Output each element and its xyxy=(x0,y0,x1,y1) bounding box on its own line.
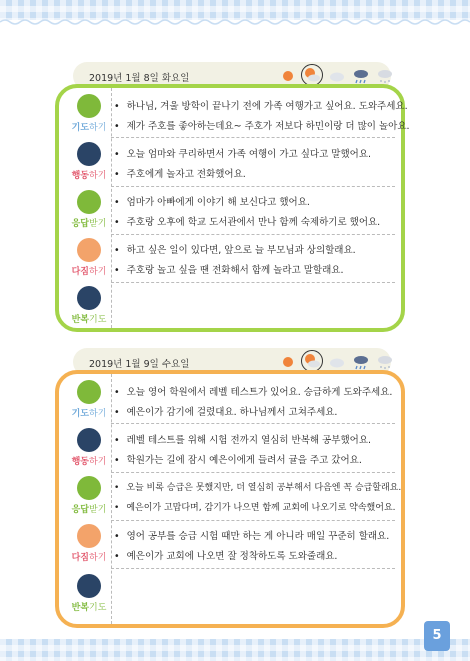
row-separator xyxy=(111,137,395,138)
diary-line: • 엄마가 아빠에게 이야기 해 보신다고 했어요. xyxy=(114,194,310,208)
diary-entry-2 xyxy=(55,348,409,628)
diary-line: • 오늘 영어 학원에서 레벨 테스트가 있어요. 승급하게 도와주세요. xyxy=(114,384,392,398)
diary-line: • 레벨 테스트를 위해 시험 전까지 열심히 반복해 공부했어요. xyxy=(114,432,371,446)
top-wave-border xyxy=(0,18,470,26)
snow-icon xyxy=(375,66,395,86)
section-resolve: 다짐하기 • 하고 싶은 일이 있다면, 앞으로 늘 부모님과 상의할래요. • 주호랑 놀고 싶을 땐 전화해서 함께 놀라고 말할래요. xyxy=(59,238,401,282)
row-separator xyxy=(111,472,395,473)
megaphone-icon xyxy=(77,476,101,500)
diary-line: • 제가 주호를 좋아하는데요~ 주호가 저보다 하민이랑 더 많이 놀아요. xyxy=(114,118,410,132)
diary-line: • 학원가는 길에 잠시 예은이에게 들려서 귤을 주고 갔어요. xyxy=(114,452,362,466)
thumb-icon xyxy=(77,238,101,262)
action-icon xyxy=(77,428,101,452)
diary-line: • 하나님, 겨울 방학이 끝나기 전에 가족 여행가고 싶어요. 도와주세요. xyxy=(114,98,408,112)
row-separator xyxy=(111,186,395,187)
snow-icon xyxy=(375,352,395,372)
bottom-decoration-band xyxy=(0,639,470,661)
sunny-icon xyxy=(278,66,298,86)
diary-date: 2019년 1월 8일 화요일 xyxy=(89,73,190,84)
section-prayer: 기도하기 • 오늘 영어 학원에서 레벨 테스트가 있어요. 승급하게 도와주세요. • 예은이가 감기에 걸렸대요. 하나님께서 고쳐주세요. xyxy=(59,380,401,424)
partly-cloudy-icon[interactable] xyxy=(301,350,323,372)
section-answer: 응답받기 • 오늘 비록 승급은 못했지만, 더 열심히 공부해서 다음엔 꼭 승급할래요. • 예은이가 고맙다며, 감기가 나으면 함께 교회에 나오기로 약속했어요. xyxy=(59,476,401,520)
row-separator xyxy=(111,568,395,569)
diary-entry-1 xyxy=(55,62,409,332)
section-resolve: 다짐하기 • 영어 공부를 승급 시험 때만 하는 게 아니라 매일 꾸준히 할래요. • 예은이가 교회에 나오면 잘 정착하도록 도와줄래요. xyxy=(59,524,401,568)
diary-line: • 하고 싶은 일이 있다면, 앞으로 늘 부모님과 상의할래요. xyxy=(114,242,356,256)
diary-line: • 주호랑 놀고 싶을 땐 전화해서 함께 놀라고 말할래요. xyxy=(114,262,344,276)
diary-card xyxy=(55,370,405,628)
diary-line: • 영어 공부를 승급 시험 때만 하는 게 아니라 매일 꾸준히 할래요. xyxy=(114,528,389,542)
section-answer: 응답받기 • 엄마가 아빠에게 이야기 해 보신다고 했어요. • 주호랑 오후에 학교 도서관에서 만나 함께 숙제하기로 했어요. xyxy=(59,190,401,234)
partly-cloudy-icon[interactable] xyxy=(301,64,323,86)
section-action: 행동하기 • 오늘 엄마와 쿠리하면서 가족 여행이 가고 싶다고 말했어요. • 주호에게 놀자고 전화했어요. xyxy=(59,142,401,186)
flower-icon xyxy=(77,574,101,598)
diary-line: • 오늘 엄마와 쿠리하면서 가족 여행이 가고 싶다고 말했어요. xyxy=(114,146,371,160)
diary-line: • 예은이가 교회에 나오면 잘 정착하도록 도와줄래요. xyxy=(114,548,337,562)
diary-line: • 예은이가 감기에 걸렸대요. 하나님께서 고쳐주세요. xyxy=(114,404,337,418)
row-separator xyxy=(111,520,395,521)
diary-card xyxy=(55,84,410,332)
thumb-icon xyxy=(77,524,101,548)
megaphone-icon xyxy=(77,190,101,214)
section-action: 행동하기 • 레벨 테스트를 위해 시험 전까지 열심히 반복해 공부했어요. • 학원가는 길에 잠시 예은이에게 들려서 귤을 주고 갔어요. xyxy=(59,428,401,472)
rain-icon xyxy=(351,66,371,86)
cloudy-icon xyxy=(327,66,347,86)
page-number: 5 xyxy=(424,621,450,651)
diary-line: • 오늘 비록 승급은 못했지만, 더 열심히 공부해서 다음엔 꼭 승급할래요. xyxy=(114,480,401,493)
section-repeat: 반복기도 xyxy=(59,286,401,326)
diary-line: • 예은이가 고맙다며, 감기가 나으면 함께 교회에 나오기로 약속했어요. xyxy=(114,500,396,513)
row-separator xyxy=(111,234,395,235)
prayer-hands-icon xyxy=(77,380,101,404)
diary-line: • 주호랑 오후에 학교 도서관에서 만나 함께 숙제하기로 했어요. xyxy=(114,214,380,228)
action-icon xyxy=(77,142,101,166)
flower-icon xyxy=(77,286,101,310)
cloudy-icon xyxy=(327,352,347,372)
sunny-icon xyxy=(278,352,298,372)
row-separator xyxy=(111,282,395,283)
section-prayer: 기도하기 • 하나님, 겨울 방학이 끝나기 전에 가족 여행가고 싶어요. 도와주세요. • 제가 주호를 좋아하는데요~ 주호가 저보다 하민이랑 더 많이 놀아요. xyxy=(59,94,401,138)
row-separator xyxy=(111,423,395,424)
diary-line: • 주호에게 놀자고 전화했어요. xyxy=(114,166,246,180)
prayer-hands-icon xyxy=(77,94,101,118)
rain-icon xyxy=(351,352,371,372)
section-repeat: 반복기도 xyxy=(59,574,401,618)
diary-date: 2019년 1월 9일 수요일 xyxy=(89,359,190,370)
top-decoration-band xyxy=(0,0,470,20)
